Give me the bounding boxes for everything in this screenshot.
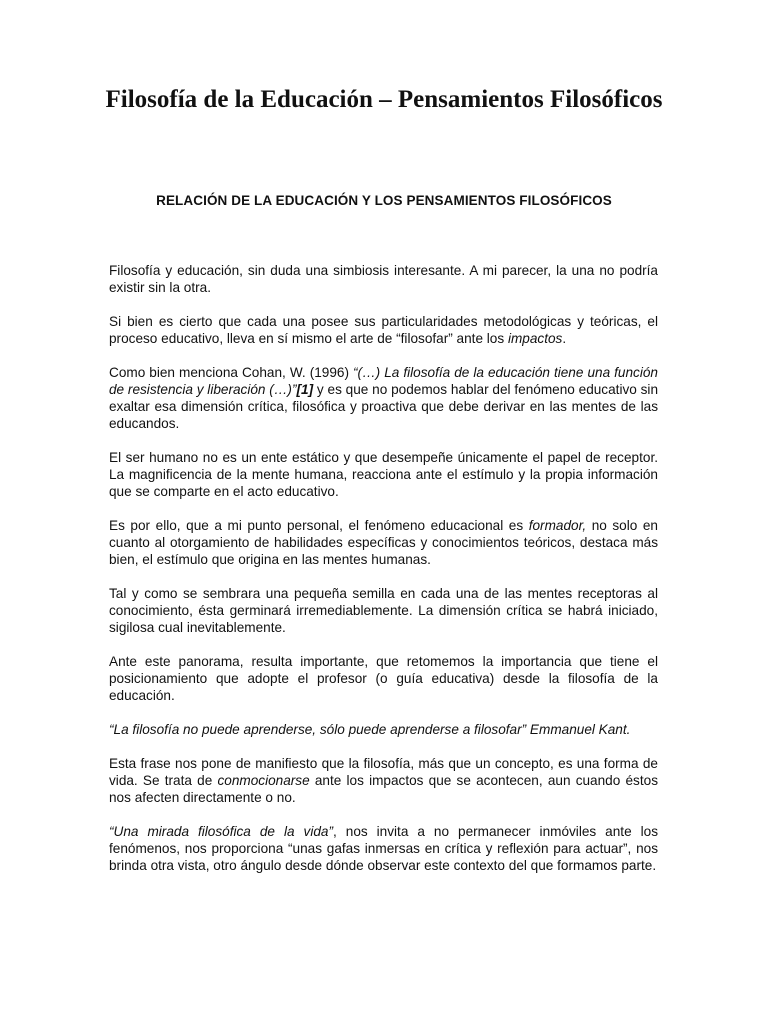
paragraph-1: Filosofía y educación, sin duda una simbiosis interesante. A mi parecer, la una no podría existir sin la otra. bbox=[109, 263, 658, 295]
paragraph-4: El ser humano no es un ente estático y que desempeñe únicamente el papel de receptor. La magnificencia de la mente humana, reacciona ante el estímulo y la propia información que se comparte en el acto educativo. bbox=[109, 450, 658, 499]
paragraph-5-rest: no solo en cuanto al otorgamiento de habilidades específicas y conocimientos teóricos, destaca más bien, el estímulo que origina en las mentes humanas. bbox=[109, 518, 658, 567]
paragraph-5-emphasis: formador, bbox=[528, 518, 587, 533]
paragraph-2 bbox=[109, 313, 658, 347]
paragraph-9-emphasis: conmocionarse bbox=[217, 773, 310, 788]
paragraph-3-rest: y es que no podemos hablar del fenómeno educativo sin exaltar esa dimensión crítica, filosófica y proactiva que debe derivar en las mentes de las educandos. bbox=[109, 382, 659, 431]
paragraph-2-end: . bbox=[562, 331, 567, 346]
paragraph-10-quote: “Una mirada filosófica de la vida” bbox=[109, 824, 333, 839]
kant-quote: “La filosofía no puede aprenderse, sólo puede aprenderse a filosofar” Emmanuel Kant. bbox=[109, 722, 631, 737]
paragraph-10 bbox=[109, 823, 658, 874]
paragraph-9-rest: ante los impactos que se acontecen, aun cuando éstos nos afecten directamente o no. bbox=[109, 773, 658, 805]
document-body bbox=[109, 262, 658, 874]
paragraph-6: Tal y como se sembrara una pequeña semilla en cada una de las mentes receptoras al conocimiento, ésta germinará irremediablemente. La dimensión crítica se habrá iniciado, sigilosa cual inevitablemente. bbox=[109, 586, 658, 635]
paragraph-9-text: Esta frase nos pone de manifiesto que la filosofía, más que un concepto, es una forma de vida. Se trata de bbox=[109, 756, 658, 788]
paragraph-5 bbox=[109, 517, 658, 568]
paragraph-7: Ante este panorama, resulta importante, que retomemos la importancia que tiene el posicionamiento que adopte el profesor (o guía educativa) desde la filosofía de la educación. bbox=[109, 654, 658, 703]
footnote-reference[interactable]: [1] bbox=[296, 382, 314, 397]
paragraph-9 bbox=[109, 755, 658, 806]
section-heading: RELACIÓN DE LA EDUCACIÓN Y LOS PENSAMIENTOS FILOSÓFICOS bbox=[156, 193, 612, 208]
paragraph-3-quote: “(…) La filosofía de la educación tiene una función de resistencia y liberación (…)” bbox=[109, 365, 658, 397]
paragraph-3-text: Como bien menciona Cohan, W. (1996) bbox=[109, 365, 354, 380]
paragraph-10-rest: , nos invita a no permanecer inmóviles ante los fenómenos, nos proporciona “unas gafas inmersas en crítica y reflexión para actuar”, nos brinda otra vista, otro ángulo desde dónde observar este contexto del que formamos parte. bbox=[109, 824, 659, 873]
document-title: Filosofía de la Educación – Pensamientos Filosóficos bbox=[105, 86, 663, 113]
paragraph-5-text: Es por ello, que a mi punto personal, el fenómeno educacional es bbox=[109, 518, 529, 533]
paragraph-2-text: Si bien es cierto que cada una posee sus particularidades metodológicas y teóricas, el proceso educativo, lleva en sí mismo el arte de “filosofar” ante los bbox=[109, 314, 658, 346]
paragraph-2-emphasis: impactos bbox=[507, 331, 563, 346]
paragraph-3 bbox=[109, 364, 658, 432]
